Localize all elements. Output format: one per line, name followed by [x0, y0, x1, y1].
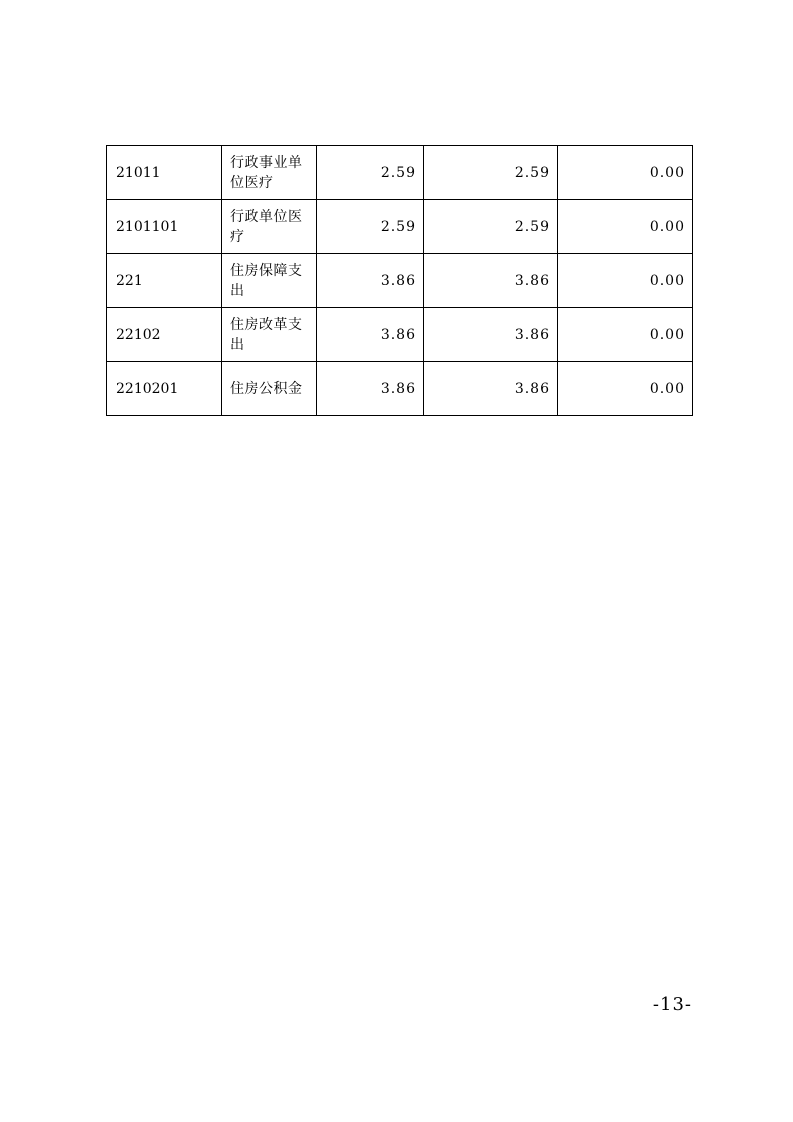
subject-name-cell: 住房保障支出: [222, 254, 317, 308]
amount-cell: 2.59: [317, 146, 424, 200]
amount-cell: 0.00: [558, 200, 693, 254]
subject-code-cell: 221: [107, 254, 222, 308]
table-row: [107, 362, 693, 416]
subject-code-cell: 2210201: [107, 362, 222, 416]
subject-code-cell: 21011: [107, 146, 222, 200]
amount-cell: 2.59: [424, 200, 558, 254]
amount-cell: 0.00: [558, 308, 693, 362]
amount-cell: 0.00: [558, 254, 693, 308]
subject-name-cell: 住房改革支出: [222, 308, 317, 362]
amount-cell: 3.86: [317, 362, 424, 416]
amount-cell: 3.86: [317, 254, 424, 308]
table-row: [107, 308, 693, 362]
amount-cell: 0.00: [558, 146, 693, 200]
subject-code-cell: 2101101: [107, 200, 222, 254]
table-body: [107, 146, 693, 416]
subject-code-cell: 22102: [107, 308, 222, 362]
subject-name-cell: 住房公积金: [222, 362, 317, 416]
subject-name-cell: 行政单位医疗: [222, 200, 317, 254]
amount-cell: 3.86: [424, 254, 558, 308]
amount-cell: 2.59: [317, 200, 424, 254]
budget-table: [106, 145, 693, 416]
amount-cell: 2.59: [424, 146, 558, 200]
table-row: [107, 200, 693, 254]
amount-cell: 0.00: [558, 362, 693, 416]
page-number: -13-: [652, 994, 692, 1015]
amount-cell: 3.86: [424, 362, 558, 416]
amount-cell: 3.86: [424, 308, 558, 362]
table-row: [107, 146, 693, 200]
amount-cell: 3.86: [317, 308, 424, 362]
subject-name-cell: 行政事业单位医疗: [222, 146, 317, 200]
table-row: [107, 254, 693, 308]
